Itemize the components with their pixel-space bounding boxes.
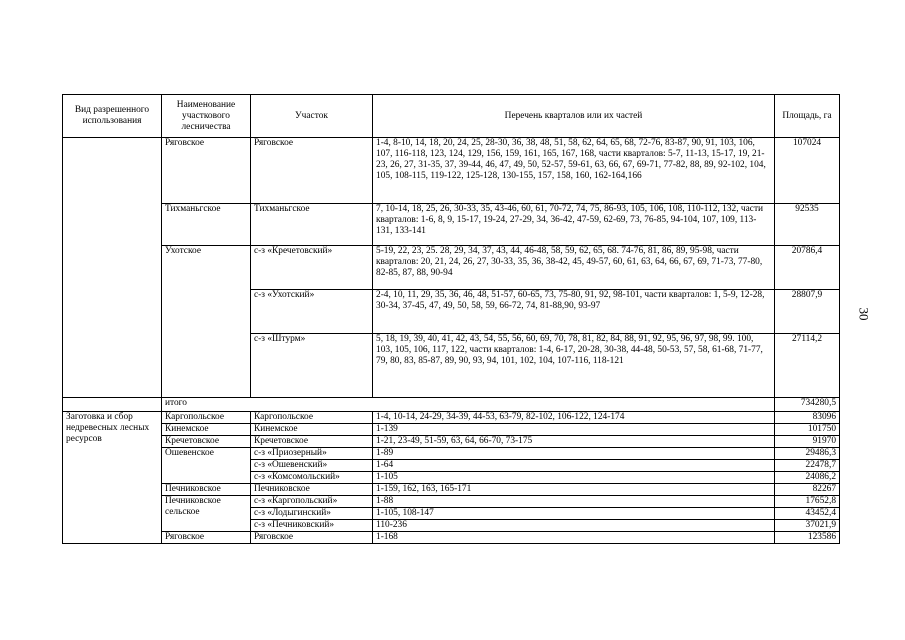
cell-area: 22478,7: [775, 460, 840, 472]
cell-plot: с-з «Приозерный»: [251, 448, 373, 460]
cell-quarters: 1-88: [373, 496, 775, 508]
cell-forestry: Печниковское сельское: [162, 496, 251, 532]
cell-quarters: 110-236: [373, 520, 775, 532]
cell-forestry: Ряговское: [162, 138, 251, 204]
cell-forestry: Ряговское: [162, 532, 251, 544]
table-row: [63, 496, 840, 508]
cell-area: 43452,4: [775, 508, 840, 520]
cell-quarters: 1-159, 162, 163, 165-171: [373, 484, 775, 496]
table-row: [63, 532, 840, 544]
cell-quarters: 1-21, 23-49, 51-59, 63, 64, 66-70, 73-175: [373, 436, 775, 448]
cell-area: 123586: [775, 532, 840, 544]
cell-area: 107024: [775, 138, 840, 204]
cell-quarters: 5-19, 22, 23, 25. 28, 29, 34, 37, 43, 44, 46-48, 58, 59, 62, 65, 68. 74-76, 81, 86, 89, 95-98, части кварталов: 20, 21, 24, 26, 27, 30-33, 35, 36, 38-42, 45, 49-57, 60, 61, 63, 64, 66, 67, 69, 71-73, 77-80, 82-85, 87, 88, 90-94: [373, 246, 775, 290]
cell-plot: Кинемское: [251, 424, 373, 436]
table-total-row: [63, 398, 840, 412]
cell-plot: Тихманьгское: [251, 204, 373, 246]
cell-plot: Кречетовское: [251, 436, 373, 448]
cell-area: 20786,4: [775, 246, 840, 290]
cell-forestry: Ошевенское: [162, 448, 251, 484]
cell-quarters: 1-168: [373, 532, 775, 544]
cell-quarters: 2-4, 10, 11, 29, 35, 36, 46, 48, 51-57, 60-65, 73, 75-80, 91, 92, 98-101, части кварталов: 1, 5-9, 12-28, 30-34, 37-45, 47, 49, 50, 58, 59, 66-72, 74, 81-88,90, 93-97: [373, 290, 775, 334]
cell-plot: с-з «Комсомольский»: [251, 472, 373, 484]
cell-area: 101750: [775, 424, 840, 436]
cell-use-type: [63, 138, 162, 398]
cell-plot: Ряговское: [251, 532, 373, 544]
header-area: Площадь, га: [775, 95, 840, 138]
page-number: 30: [856, 307, 872, 321]
cell-area: 92535: [775, 204, 840, 246]
table-row: [63, 484, 840, 496]
cell-area: 28807,9: [775, 290, 840, 334]
cell-area: 82267: [775, 484, 840, 496]
cell-area: 17652,8: [775, 496, 840, 508]
cell-plot: с-з «Ошевенский»: [251, 460, 373, 472]
cell-use-type: [63, 398, 162, 412]
cell-quarters: 1-105: [373, 472, 775, 484]
cell-quarters: 1-64: [373, 460, 775, 472]
cell-quarters: 1-89: [373, 448, 775, 460]
cell-forestry: Каргопольское: [162, 412, 251, 424]
cell-area: 24086,2: [775, 472, 840, 484]
cell-forestry: Кинемское: [162, 424, 251, 436]
cell-plot: Ряговское: [251, 138, 373, 204]
forest-use-table: [62, 94, 840, 544]
table-row: [63, 436, 840, 448]
cell-quarters: 7, 10-14, 18, 25, 26, 30-33, 35, 43-46, 60, 61, 70-72, 74, 75, 86-93, 105, 106, 108, 110-112, 132, части кварталов: 1-6, 8, 9, 15-17, 19-24, 27-29, 34, 36-42, 47-59, 62-69, 73, 76-85, 94-104, 107, 109, 113-131, 133-141: [373, 204, 775, 246]
header-forestry: Наименование участкового лесничества: [162, 95, 251, 138]
header-quarters: Перечень кварталов или их частей: [373, 95, 775, 138]
cell-area: 27114,2: [775, 334, 840, 398]
cell-quarters: 1-4, 10-14, 24-29, 34-39, 44-53, 63-79, 82-102, 106-122, 124-174: [373, 412, 775, 424]
cell-plot: с-з «Штурм»: [251, 334, 373, 398]
cell-forestry: Печниковское: [162, 484, 251, 496]
total-area: 734280,5: [775, 398, 840, 412]
cell-quarters: 1-4, 8-10, 14, 18, 20, 24, 25, 28-30, 36, 38, 48, 51, 58, 62, 64, 65, 68, 72-76, 83-87, 90, 91, 103, 106, 107, 116-118, 123, 124, 129, 156, 159, 161, 165, 167, 168, части кварталов: 5-7, 11-13, 15-17, 19, 21-23, 26, 27, 31-35, 37, 39-44, 46, 47, 49, 50, 52-57, 59-61, 63, 66, 67, 69-71, 77-82, 88, 89, 92-102, 104, 105, 108-115, 119-122, 125-128, 130-155, 157, 158, 160, 162-164,166: [373, 138, 775, 204]
cell-use-type: Заготовка и сбор недревесных лесных ресурсов: [63, 412, 162, 544]
table-row: [63, 412, 840, 424]
cell-forestry: Тихманьгское: [162, 204, 251, 246]
cell-quarters: 5, 18, 19, 39, 40, 41, 42, 43, 54, 55, 56, 60, 69, 70, 78, 81, 82, 84, 88, 91, 92, 95, 96, 97, 98, 99. 100, 103, 105, 106, 117, 122, части кварталов: 1-4, 6-17, 20-28, 30-38, 44-48, 50-53, 57, 58, 61-68, 71-77, 79, 80, 83, 85-87, 89, 90, 93, 94, 101, 102, 104, 107-116, 118-121: [373, 334, 775, 398]
cell-plot: с-з «Печниковский»: [251, 520, 373, 532]
cell-plot: с-з «Ухотский»: [251, 290, 373, 334]
cell-plot: с-з «Каргопольский»: [251, 496, 373, 508]
cell-area: 83096: [775, 412, 840, 424]
table-row: [63, 138, 840, 204]
cell-quarters: 1-139: [373, 424, 775, 436]
cell-plot: Каргопольское: [251, 412, 373, 424]
table-row: [63, 424, 840, 436]
cell-forestry: Кречетовское: [162, 436, 251, 448]
table-row: [63, 204, 840, 246]
cell-plot: Печниковское: [251, 484, 373, 496]
header-use-type: Вид разрешенного использования: [63, 95, 162, 138]
table-row: [63, 246, 840, 290]
total-label: итого: [162, 398, 775, 412]
cell-area: 29486,3: [775, 448, 840, 460]
cell-area: 91970: [775, 436, 840, 448]
table-header-row: [63, 95, 840, 138]
cell-plot: с-з «Кречетовский»: [251, 246, 373, 290]
cell-quarters: 1-105, 108-147: [373, 508, 775, 520]
cell-area: 37021,9: [775, 520, 840, 532]
header-plot: Участок: [251, 95, 373, 138]
cell-plot: с-з «Лодыгинский»: [251, 508, 373, 520]
cell-forestry: Ухотское: [162, 246, 251, 398]
table-row: [63, 448, 840, 460]
